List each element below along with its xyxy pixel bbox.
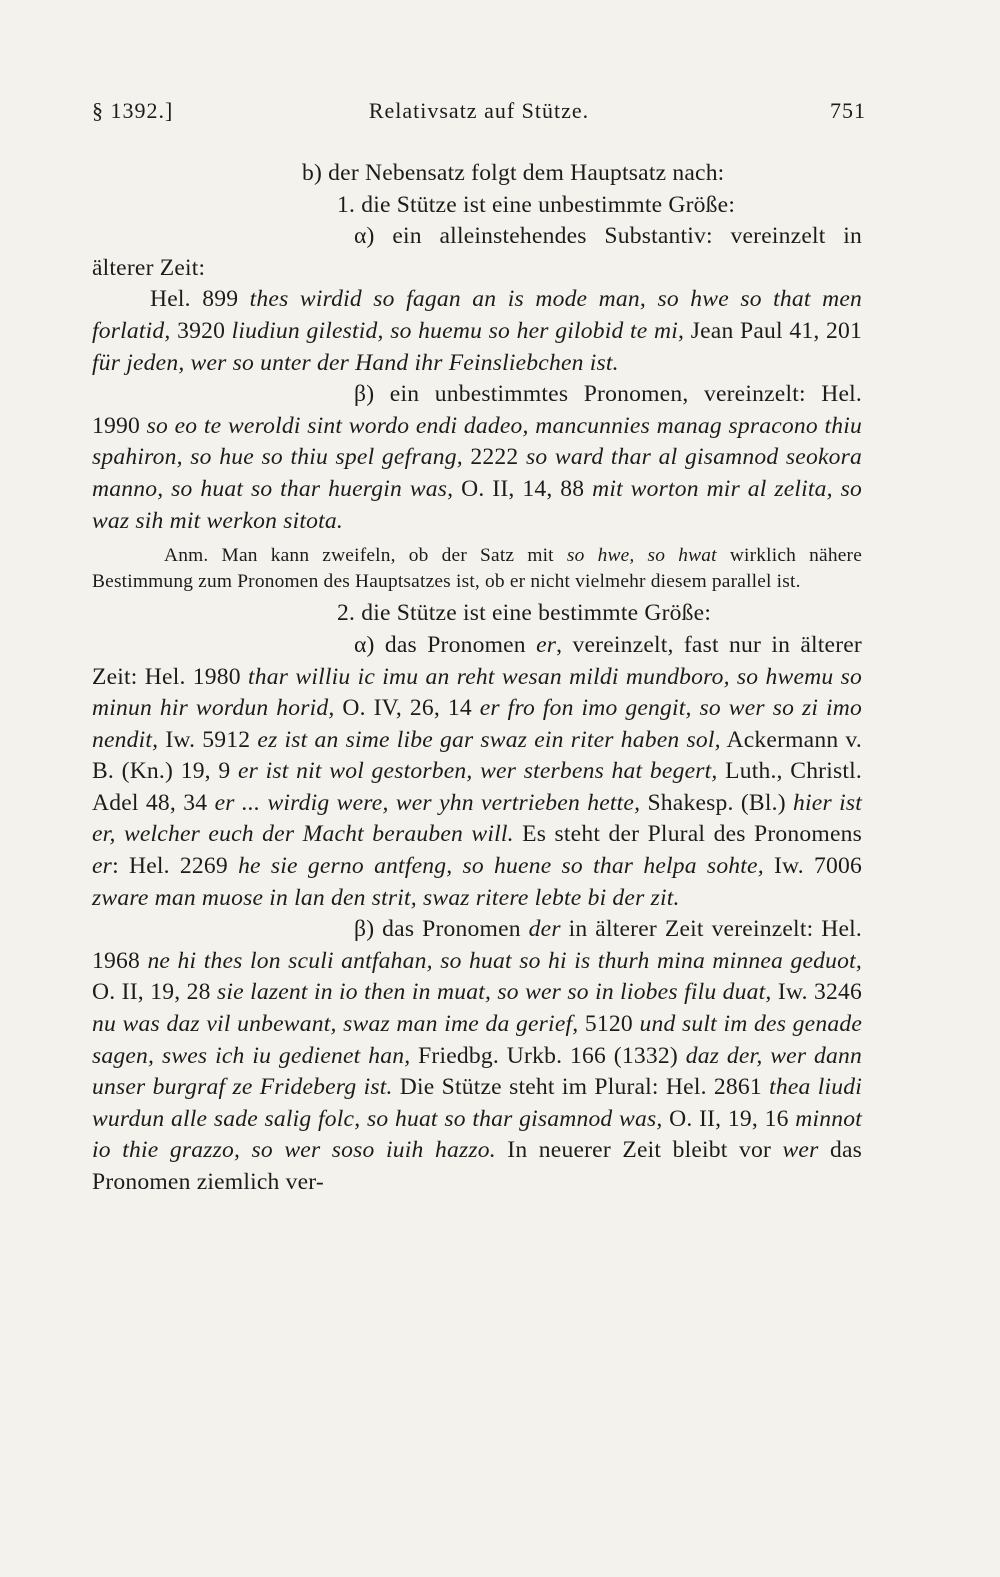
page-number: 751 — [830, 98, 866, 123]
quoted-text: er — [92, 853, 113, 880]
text-run: β) das Pronomen — [354, 916, 529, 943]
text-run: α) ein alleinstehendes Substantiv: vereinzelt in älterer Zeit: — [92, 223, 862, 281]
quoted-text: minnot io thie grazzo, so wer soso iuih hazzo. — [92, 1105, 862, 1164]
quoted-text: er ... wirdig were, wer yhn vertrieben hette, — [214, 789, 641, 816]
quoted-text: he sie gerno antfeng, so huene so thar helpa sohte, — [238, 853, 764, 880]
text-run: In neuerer Zeit bleibt vor — [495, 1137, 783, 1164]
quoted-text: zware man muose in lan den strit, swaz ritere lebte bi der zit. — [92, 884, 680, 911]
text-run: α) das Pronomen — [354, 631, 537, 658]
quoted-text: thes wirdid so fagan an is mode man, so hwe so that men forlatid, — [92, 286, 863, 344]
quoted-text: liudiun gilestid, so huemu so her gilobid te mi, — [231, 317, 685, 344]
section-number: § 1392.] — [92, 98, 174, 123]
body-paragraph — [92, 630, 862, 914]
text-run: in älterer Zeit vereinzelt: Hel. 1968 — [92, 916, 863, 974]
quoted-text: so eo te weroldi sint wordo endi dadeo, mancunnies manag spracono thiu spahiron, so hue so thiu spel gefrang, — [92, 412, 862, 471]
text-run: : Hel. 2269 — [112, 853, 239, 880]
text-run: wirklich nähere Bestimmung zum Pronomen des Hauptsatzes ist, ob er nicht vielmehr diesem parallel ist. — [92, 545, 863, 592]
body-paragraph — [92, 914, 862, 1198]
text-run: 2222 — [462, 444, 526, 471]
text-run: Iw. 7006 — [763, 853, 863, 880]
text-run: Iw. 5912 — [158, 726, 258, 753]
text-run: O. II, 14, 88 — [453, 475, 593, 502]
text-run: 3920 — [170, 317, 232, 344]
text-run: Luth., Christl. Adel 48, 34 — [92, 758, 862, 816]
text-run: Die Stütze steht im Plural: Hel. 2861 — [392, 1074, 770, 1101]
quoted-text: so hwe, so hwat — [566, 545, 717, 567]
quoted-text: sie lazent in io then in muat, so wer so in liobes filu duat, — [216, 979, 772, 1006]
text-run: O. II, 19, 28 — [92, 979, 217, 1006]
text-run: , vereinzelt, fast nur in älterer Zeit: Hel. 1980 — [92, 631, 862, 690]
text-run: β) ein unbestimmtes Pronomen, vereinzelt: Hel. 1990 — [92, 381, 862, 439]
body-paragraph — [92, 379, 862, 537]
text-run: O. II, 19, 16 — [662, 1105, 796, 1132]
text-run: Ackermann v. B. (Kn.) 19, 9 — [92, 726, 862, 785]
text-run: 5120 — [578, 1011, 640, 1038]
text-run: O. IV, 26, 14 — [334, 695, 480, 722]
quoted-text: der — [528, 916, 561, 943]
quoted-text: und sult im des genade sagen, swes ich iu gedienet han, — [92, 1011, 862, 1069]
body-paragraph — [92, 284, 862, 379]
quoted-text: so ward thar al gisamnod seokora manno, so huat so thar huergin was, — [92, 444, 862, 502]
quoted-text: er — [536, 631, 557, 658]
quoted-text: ez ist an sime libe gar swaz ein riter haben sol, — [257, 726, 721, 753]
text-run: 1. die Stütze ist eine unbestimmte Größe: — [337, 191, 736, 218]
page-body — [92, 158, 862, 1199]
text-run: das Pronomen ziemlich ver- — [92, 1137, 863, 1195]
quoted-text: er ist nit wol gestorben, wer sterbens hat begert, — [238, 758, 718, 785]
text-run: Shakesp. (Bl.) — [640, 789, 794, 816]
text-run: Es steht der Plural des Pronomens — [513, 821, 862, 848]
text-run: Friedbg. Urkb. 166 (1332) — [410, 1042, 686, 1069]
text-run: 2. die Stütze ist eine bestimmte Größe: — [337, 600, 712, 627]
quoted-text: mit worton mir al zelita, so waz sih mit werkon sitota. — [92, 475, 862, 534]
text-run: Anm. Man kann zweifeln, ob der Satz mit — [164, 545, 567, 567]
body-paragraph — [92, 190, 862, 222]
quoted-text: er fro fon imo gengit, so wer so zi imo nendit, — [92, 695, 862, 753]
quoted-text: hier ist er, welcher euch der Macht berauben will. — [92, 789, 863, 848]
quoted-text: thea liudi wurdun alle sade salig folc, so huat so thar gisamnod was, — [92, 1074, 863, 1132]
quoted-text: nu was daz vil unbewant, swaz man ime da gerief, — [92, 1011, 579, 1038]
quoted-text: daz der, wer dann unser burgraf ze Frideberg ist. — [92, 1042, 862, 1101]
body-paragraph — [92, 598, 862, 630]
text-run: Jean Paul 41, 201 — [684, 317, 862, 344]
running-header — [92, 98, 866, 128]
text-run: Iw. 3246 — [771, 979, 863, 1006]
body-paragraph — [92, 158, 862, 190]
quoted-text: thar williu ic imu an reht wesan mildi mundboro, so hwemu so minun hir wordun horid, — [92, 663, 862, 722]
quoted-text: wer — [782, 1137, 819, 1164]
body-paragraph — [92, 221, 862, 284]
running-title: Relativsatz auf Stütze. — [368, 98, 590, 123]
text-run: Hel. 899 — [150, 286, 250, 313]
annotation-paragraph — [92, 543, 862, 594]
quoted-text: für jeden, wer so unter der Hand ihr Feinsliebchen ist. — [92, 349, 619, 376]
quoted-text: ne hi thes lon sculi antfahan, so huat so hi is thurh mina minnea geduot, — [147, 947, 862, 974]
text-run: b) der Nebensatz folgt dem Hauptsatz nach: — [302, 160, 725, 186]
